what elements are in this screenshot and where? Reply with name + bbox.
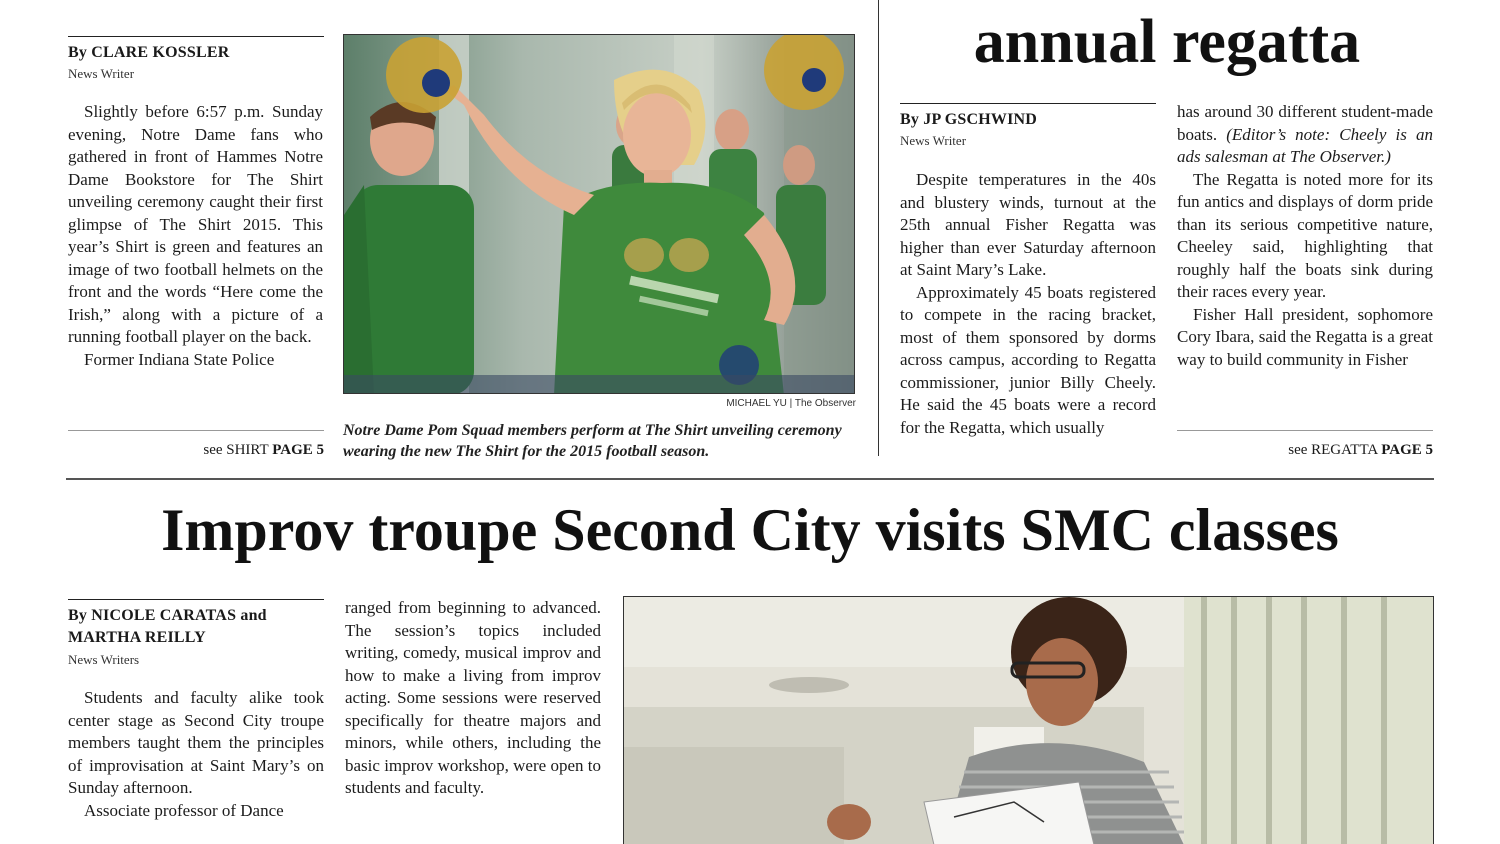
regatta-col2-paragraph-2: Fisher Hall president, sophomore Cory Ibara, said the Regatta is a great way to build community in Fisher xyxy=(1177,304,1433,369)
cut-off-headline-top-left xyxy=(100,0,820,4)
regatta-article-col1 xyxy=(900,169,1156,439)
pom-squad-photo-credit: MICHAEL YU | The Observer xyxy=(726,398,856,409)
shirt-byline: By CLARE KOSSLER xyxy=(68,44,230,61)
pom-squad-photo-caption: Notre Dame Pom Squad members perform at The Shirt unveiling ceremony wearing the new The Shirt for the 2015 football season. xyxy=(343,422,842,460)
improv-byline-rule xyxy=(68,599,324,600)
shirt-byline-rule xyxy=(68,36,324,37)
improv-col2-paragraph-1: ranged from beginning to advanced. The session’s topics included writing, comedy, musical improv and how to make a living from improv acting. Some sessions were reserved specifically for theatre majors and minors, while others, including the basic improv workshop, were open to students and faculty. xyxy=(345,598,601,797)
regatta-col2-paragraph-1: The Regatta is noted more for its fun antics and displays of dorm pride than its serious competitive nature, Cheeley said, highlighting that roughly half the boats sink during their races every year. xyxy=(1177,169,1433,301)
improv-headline: Improv troupe Second City visits SMC classes xyxy=(161,497,1339,563)
shirt-jump-page: PAGE 5 xyxy=(272,442,324,458)
regatta-byline: By JP GSCHWIND xyxy=(900,111,1038,128)
pom-squad-photo xyxy=(343,34,855,394)
regatta-col1-paragraph-2: Approximately 45 boats registered to compete in the racing bracket, most of them sponsored by dorms across campus, according to Regatta commissioner, junior Billy Cheely. He said the 45 boats were a record for the Regatta, which usually xyxy=(900,282,1156,437)
shirt-jump-see: see SHIRT xyxy=(203,442,273,458)
regatta-headline: annual regatta xyxy=(973,8,1361,76)
shirt-article-body xyxy=(68,101,323,371)
shirt-role: News Writer xyxy=(68,66,135,81)
regatta-byline-rule xyxy=(900,103,1156,104)
regatta-role: News Writer xyxy=(900,133,967,148)
regatta-jump-rule xyxy=(1177,430,1433,431)
pom-squad-photo-illustration xyxy=(344,35,855,394)
regatta-col2-lead xyxy=(1177,101,1433,169)
shirt-jump-link[interactable] xyxy=(68,441,324,459)
shirt-jump-rule xyxy=(68,430,324,431)
shirt-paragraph-2: Former Indiana State Police xyxy=(84,349,275,369)
regatta-jump-link[interactable] xyxy=(1177,441,1433,459)
shirt-paragraph-1: Slightly before 6:57 p.m. Sunday evening, Notre Dame fans who gathered in front of Hammes Notre Dame Bookstore for The Shirt unveiling ceremony caught their first glimpse of The Shirt 2015. This year’s Shirt is green and features an image of two football helmets on the front and the words “Here come the Irish,” along with a picture of a running football player on the back. xyxy=(68,102,323,346)
improv-article-col2 xyxy=(345,597,601,800)
improv-byline-line2: MARTHA REILLY xyxy=(68,629,206,646)
regatta-article-col2 xyxy=(1177,101,1433,371)
improv-article-col1 xyxy=(68,687,324,822)
improv-byline-line1: By NICOLE CARATAS and xyxy=(68,607,267,624)
improv-workshop-photo xyxy=(623,596,1434,844)
improv-col1-paragraph-2: Associate professor of Dance xyxy=(84,800,284,820)
regatta-editor-note: (Editor’s note: Cheely is an ads salesman at The Observer.) xyxy=(1177,124,1433,166)
regatta-col2-lead-text: has around 30 different student-made boats. xyxy=(1177,102,1433,144)
regatta-col1-paragraph-1: Despite temperatures in the 40s and blustery winds, turnout at the 25th annual Fisher Regatta was higher than ever Saturday afternoon at Saint Mary’s Lake. xyxy=(900,170,1156,279)
improv-col1-paragraph-1: Students and faculty alike took center stage as Second City troupe members taught them the principles of improvisation at Saint Mary’s on Sunday afternoon. xyxy=(68,688,324,797)
section-separator xyxy=(66,478,1434,480)
column-divider xyxy=(878,0,879,456)
improv-workshop-photo-illustration xyxy=(624,597,1434,844)
improv-role: News Writers xyxy=(68,652,140,667)
regatta-jump-page: PAGE 5 xyxy=(1381,442,1433,458)
improv-byline xyxy=(68,605,324,649)
regatta-jump-see: see REGATTA xyxy=(1288,442,1382,458)
